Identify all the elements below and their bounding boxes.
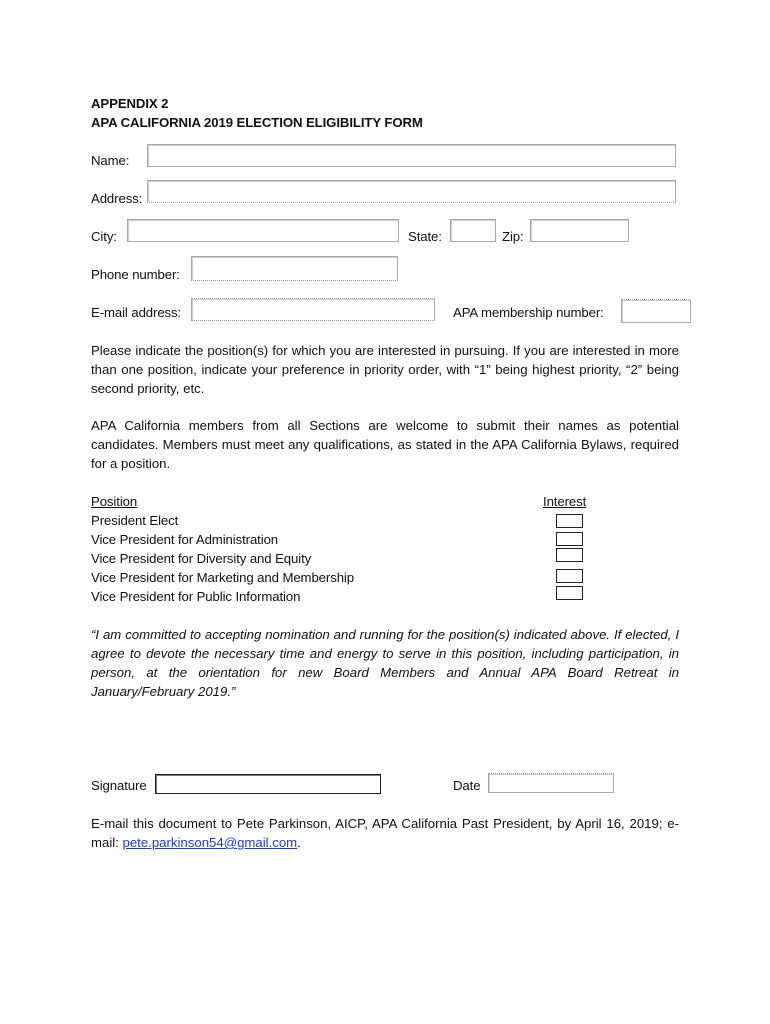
interest-checkbox-vp-public-information[interactable] — [556, 586, 583, 600]
position-president-elect: President Elect — [91, 513, 179, 528]
name-label: Name: — [91, 153, 130, 168]
city-input[interactable] — [127, 219, 399, 242]
membership-number-input[interactable] — [621, 299, 691, 323]
position-vp-diversity-equity: Vice President for Diversity and Equity — [91, 551, 312, 566]
phone-input[interactable] — [191, 256, 398, 281]
form-title: APA CALIFORNIA 2019 ELECTION ELIGIBILITY FORM — [91, 115, 423, 130]
contact-email-link[interactable]: pete.parkinson54@gmail.com — [122, 835, 298, 850]
instructions-paragraph-1: Please indicate the position(s) for which you are interested in pursuing. If you are interested in more than one position, indicate your preference in priority order, with “1” being highest priority, “2” being second priority, etc. — [91, 343, 679, 396]
position-vp-marketing-membership: Vice President for Marketing and Membership — [91, 570, 354, 585]
zip-label: Zip: — [502, 229, 524, 244]
appendix-label: APPENDIX 2 — [91, 96, 169, 111]
address-input[interactable] — [147, 180, 676, 203]
submission-text: E-mail this document to Pete Parkinson, AICP, APA California Past President, by April 16, 2019; e-mail: — [91, 816, 679, 850]
state-input[interactable] — [450, 219, 496, 242]
instructions-paragraph-2: APA California members from all Sections are welcome to submit their names as potential candidates. Members must meet any qualifications, as stated in the APA California Bylaws, required for a position. — [91, 418, 679, 471]
position-vp-public-information: Vice President for Public Information — [91, 589, 301, 604]
signature-label: Signature — [91, 778, 147, 793]
membership-label: APA membership number: — [453, 305, 604, 320]
position-vp-administration: Vice President for Administration — [91, 532, 279, 547]
name-input[interactable] — [147, 144, 676, 167]
signature-input[interactable] — [155, 774, 381, 794]
submission-instructions — [91, 814, 679, 852]
interest-checkbox-president-elect[interactable] — [556, 514, 583, 528]
date-label: Date — [453, 778, 481, 793]
state-label: State: — [408, 229, 442, 244]
position-column-header: Position — [91, 494, 138, 509]
city-label: City: — [91, 229, 117, 244]
email-input[interactable] — [191, 298, 435, 321]
email-label: E-mail address: — [91, 305, 182, 320]
interest-checkbox-vp-administration[interactable] — [556, 532, 583, 546]
interest-column-header: Interest — [543, 494, 587, 509]
submission-end: . — [297, 835, 301, 850]
date-input[interactable] — [488, 773, 614, 793]
interest-checkbox-vp-marketing-membership[interactable] — [556, 569, 583, 583]
interest-checkbox-vp-diversity-equity[interactable] — [556, 548, 583, 562]
commitment-statement: “I am committed to accepting nomination and running for the position(s) indicated above. If elected, I agree to devote the necessary time and energy to serve in this position, including participation, in person, at the orientation for new Board Members and Annual APA Board Retreat in January/February 2019.” — [91, 627, 679, 699]
zip-input[interactable] — [530, 219, 629, 242]
phone-label: Phone number: — [91, 267, 180, 282]
address-label: Address: — [91, 191, 143, 206]
